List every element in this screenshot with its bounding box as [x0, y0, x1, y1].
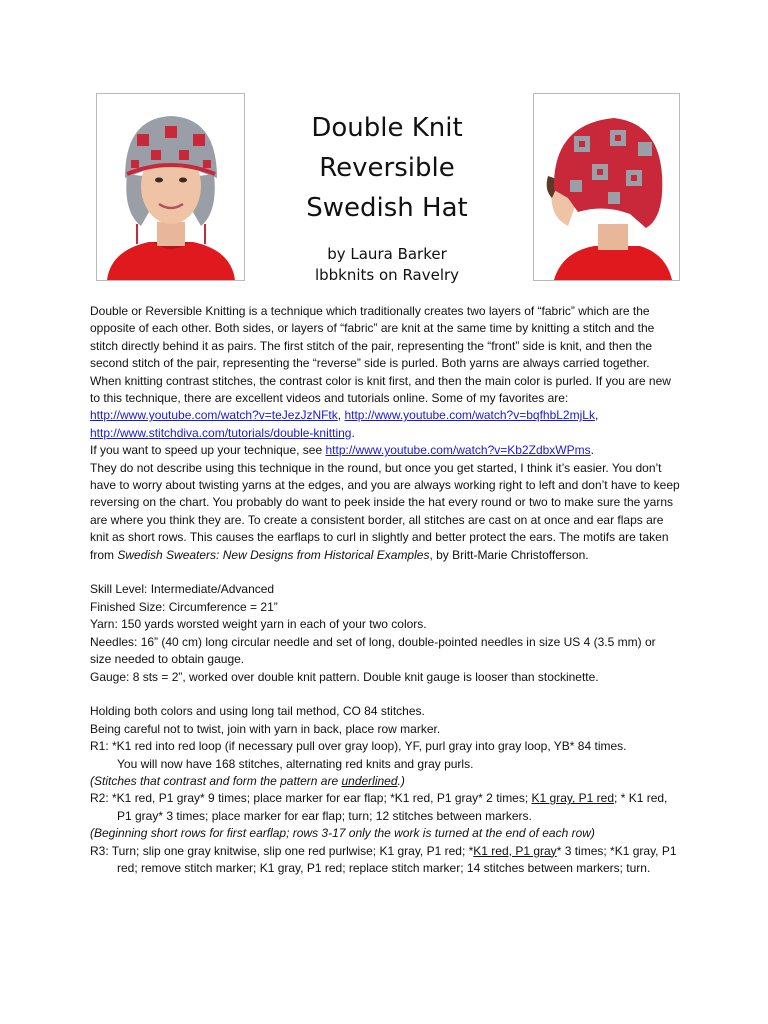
intro-paragraph: [90, 303, 680, 442]
youtube-link-1[interactable]: http://www.youtube.com/watch?v=teJezJzNFtk: [90, 408, 338, 423]
speedup-line: [90, 442, 680, 459]
title-block: [262, 108, 512, 286]
contrast-note-underlined: underlined: [341, 773, 398, 788]
row-3-start: R3: Turn; slip one gray knitwise, slip one red purlwise; K1 gray, P1 red; *: [90, 843, 474, 858]
author-handle: lbbknits on Ravelry: [314, 266, 460, 284]
needles-spec: Needles: 16” (40 cm) long circular needle and set of long, double-pointed needles in size US 4 (3.5 mm) or size needed to obtain gauge.: [90, 634, 656, 667]
author-byline: by Laura Barker: [327, 245, 447, 263]
title-line-2: Reversible: [319, 153, 455, 183]
back-view-photo: [533, 93, 680, 281]
technique-paragraph: [90, 460, 680, 564]
row-2-start: R2: *K1 red, P1 gray* 9 times; place marker for ear flap; *K1 red, P1 gray* 2 times;: [90, 791, 532, 806]
contrast-note-start: (Stitches that contrast and form the pattern are: [90, 773, 342, 788]
row-3-end: * 3 times; *K1 gray, P1 red; remove stitch marker; K1 gray, P1 red; replace stitch marker; 14 stitches between markers; turn.: [117, 843, 677, 875]
yarn-spec: Yarn: 150 yards worsted weight yarn in each of your two colors.: [90, 617, 427, 632]
row-2-end: ; * K1 red, P1 gray* 3 times; place marker for ear flap; turn; 12 stitches between markers.: [117, 791, 668, 823]
youtube-link-2[interactable]: http://www.youtube.com/watch?v=bqfhbL2mjLk: [344, 408, 595, 423]
finished-size: Finished Size: Circumference = 21”: [90, 599, 278, 614]
link-separator-3: .: [351, 425, 355, 440]
cast-on-instruction: Holding both colors and using long tail method, CO 84 stitches.: [90, 704, 425, 719]
page-title: [262, 108, 512, 228]
row-2-contrast: K1 gray, P1 red: [531, 791, 615, 806]
row-1-text: R1: *K1 red into red loop (if necessary pull over gray loop), YF, purl gray into gray loop, YB* 84 times.: [90, 739, 627, 754]
technique-text: They do not describe using this technique in the round, but once you get started, I think it’s easier. You don’t have to worry about twisting yarns at the edges, and you are always working right to left and don’t have to keep reversing on the chart. You probably do want to peek inside the hat every round or two to make sure the yarns are where you think they are. To create a consistent border, all stitches are cast on at once and ear flaps are knit as short rows. This causes the earflaps to curl in slightly and better protect the ears. The motifs are taken from: [90, 460, 680, 562]
row-1-instruction: [90, 738, 680, 773]
speedup-text: If you want to speed up your technique, see: [90, 443, 326, 458]
child-back-hat-image: [534, 94, 679, 280]
skill-level: Skill Level: Intermediate/Advanced: [90, 582, 275, 597]
book-author: , by Britt-Marie Christofferson.: [429, 547, 589, 562]
gauge-spec: Gauge: 8 sts = 2”, worked over double knit pattern. Double knit gauge is looser than stockinette.: [90, 669, 599, 684]
intro-text: Double or Reversible Knitting is a technique which traditionally creates two layers of “fabric” which are the opposite of each other. Both sides, or layers of “fabric” are knit at the same time by knitting a stitch and the stitch directly behind it as pairs. The first stitch of the pair, representing the “front” side is knit, and then the second stitch of the pair, representing the “reverse” side is purled. Both yarns are always carried together. When knitting contrast stitches, the contrast color is knit first, and then the main color is purled. If you are new to this technique, there are excellent videos and tutorials online. Some of my favorites are:: [90, 304, 671, 406]
row-2-instruction: [90, 790, 680, 825]
spacer: [90, 564, 680, 581]
short-rows-note: (Beginning short rows for first earflap; rows 3-17 only the work is turned at the end of each row): [90, 826, 595, 841]
spacer: [90, 686, 680, 703]
join-instruction: Being careful not to twist, join with yarn in back, place row marker.: [90, 721, 441, 736]
row-1-result: You will now have 168 stitches, alternating red knits and gray purls.: [117, 756, 474, 771]
youtube-link-3[interactable]: http://www.youtube.com/watch?v=Kb2ZdbxWPms: [325, 443, 591, 458]
title-line-1: Double Knit: [311, 113, 463, 143]
contrast-note: [90, 773, 680, 790]
child-front-hat-image: [97, 94, 244, 280]
contrast-note-end: .): [397, 773, 405, 788]
row-3-instruction: [90, 843, 680, 878]
pattern-body: [90, 303, 680, 877]
link-separator-2: ,: [594, 408, 599, 423]
link-separator-1: ,: [337, 408, 342, 423]
front-view-photo: [96, 93, 245, 281]
title-line-3: Swedish Hat: [306, 193, 468, 223]
link-separator-4: .: [590, 443, 594, 458]
author-credit: [262, 244, 512, 286]
stitchdiva-link[interactable]: http://www.stitchdiva.com/tutorials/double-knitting: [90, 425, 352, 440]
book-title: Swedish Sweaters: New Designs from Historical Examples: [117, 547, 430, 562]
row-3-contrast: K1 red, P1 gray: [473, 843, 557, 858]
